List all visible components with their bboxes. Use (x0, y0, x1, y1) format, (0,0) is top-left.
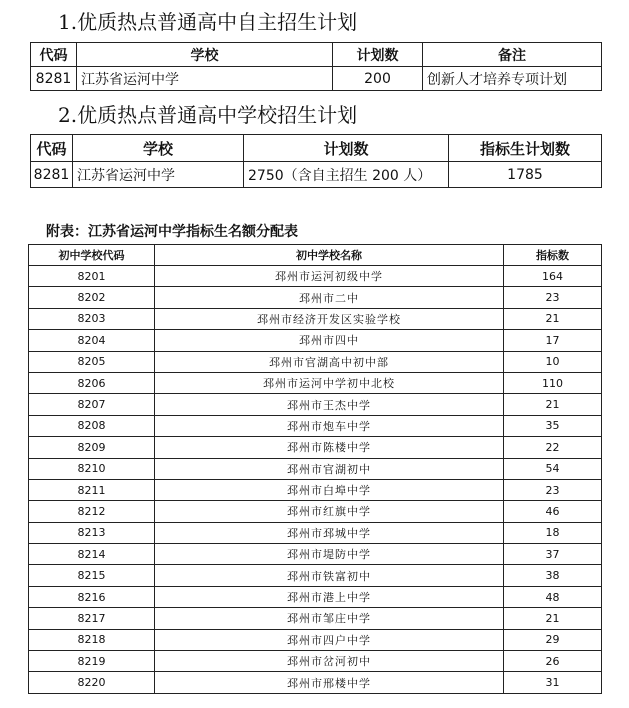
code-cell: 8281 (31, 162, 73, 188)
junior-code-cell: 8216 (29, 586, 155, 607)
quota-cell: 46 (504, 501, 602, 522)
table-row (29, 501, 602, 522)
table-row (29, 266, 602, 287)
quota-cell: 48 (504, 586, 602, 607)
junior-code-cell: 8206 (29, 372, 155, 393)
junior-name-cell: 邳州市二中 (155, 287, 504, 308)
quota-cell: 37 (504, 544, 602, 565)
recruitment-plan-table (30, 134, 602, 188)
junior-name-cell: 邳州市港上中学 (155, 586, 504, 607)
header-school: 学校 (73, 135, 244, 162)
header-plan: 计划数 (333, 43, 423, 67)
section2-title: 2.优质热点普通高中学校招生计划 (58, 103, 358, 127)
junior-name-cell: 邳州市邢楼中学 (155, 672, 504, 693)
junior-name-cell: 邳州市白埠中学 (155, 479, 504, 500)
quota-cell: 35 (504, 415, 602, 436)
quota-cell: 21 (504, 394, 602, 415)
junior-code-cell: 8208 (29, 415, 155, 436)
header-school: 学校 (77, 43, 333, 67)
quota-table-body (29, 266, 602, 694)
header-junior-name: 初中学校名称 (155, 245, 504, 266)
appendix-title: 附表：江苏省运河中学指标生名额分配表 (46, 224, 298, 240)
header-plan: 计划数 (244, 135, 449, 162)
table-row (29, 458, 602, 479)
quota-cell: 18 (504, 522, 602, 543)
junior-code-cell: 8210 (29, 458, 155, 479)
table-row (29, 394, 602, 415)
quota-cell: 22 (504, 437, 602, 458)
junior-code-cell: 8220 (29, 672, 155, 693)
junior-name-cell: 邳州市炮车中学 (155, 415, 504, 436)
header-note: 备注 (423, 43, 602, 67)
quota-cell: 23 (504, 287, 602, 308)
header-code: 代码 (31, 43, 77, 67)
table-row (29, 651, 602, 672)
table-row (29, 522, 602, 543)
junior-code-cell: 8202 (29, 287, 155, 308)
admission-plan-table (30, 42, 602, 91)
header-code: 代码 (31, 135, 73, 162)
code-cell: 8281 (31, 67, 77, 91)
junior-code-cell: 8217 (29, 608, 155, 629)
junior-code-cell: 8213 (29, 522, 155, 543)
table-row (29, 672, 602, 693)
header-quota: 指标数 (504, 245, 602, 266)
school-cell: 江苏省运河中学 (77, 67, 333, 91)
junior-code-cell: 8214 (29, 544, 155, 565)
junior-name-cell: 邳州市经济开发区实验学校 (155, 308, 504, 329)
table-row (29, 565, 602, 586)
junior-name-cell: 邳州市邹庄中学 (155, 608, 504, 629)
table-row (31, 162, 602, 188)
junior-name-cell: 邳州市陈楼中学 (155, 437, 504, 458)
table-header-row (31, 135, 602, 162)
quota-cell: 38 (504, 565, 602, 586)
junior-name-cell: 邳州市堤防中学 (155, 544, 504, 565)
junior-code-cell: 8218 (29, 629, 155, 650)
table-row (29, 308, 602, 329)
table-header-row (29, 245, 602, 266)
junior-name-cell: 邳州市红旗中学 (155, 501, 504, 522)
junior-name-cell: 邳州市运河中学初中北校 (155, 372, 504, 393)
junior-name-cell: 邳州市铁富初中 (155, 565, 504, 586)
junior-name-cell: 邳州市王杰中学 (155, 394, 504, 415)
quota-cell: 29 (504, 629, 602, 650)
junior-code-cell: 8215 (29, 565, 155, 586)
junior-code-cell: 8219 (29, 651, 155, 672)
school-cell: 江苏省运河中学 (73, 162, 244, 188)
quota-cell: 10 (504, 351, 602, 372)
table-row (31, 67, 602, 91)
junior-name-cell: 邳州市岔河初中 (155, 651, 504, 672)
junior-code-cell: 8204 (29, 330, 155, 351)
plan-cell: 200 (333, 67, 423, 91)
junior-name-cell: 邳州市官湖高中初中部 (155, 351, 504, 372)
quota-cell: 21 (504, 308, 602, 329)
junior-name-cell: 邳州市运河初级中学 (155, 266, 504, 287)
quota-allocation-table (28, 244, 602, 694)
quota-cell: 31 (504, 672, 602, 693)
junior-code-cell: 8211 (29, 479, 155, 500)
table-row (29, 437, 602, 458)
table-row (29, 351, 602, 372)
table-row (29, 608, 602, 629)
quota-cell: 110 (504, 372, 602, 393)
quota-cell: 21 (504, 608, 602, 629)
header-quota: 指标生计划数 (449, 135, 602, 162)
quota-cell: 54 (504, 458, 602, 479)
header-junior-code: 初中学校代码 (29, 245, 155, 266)
junior-code-cell: 8203 (29, 308, 155, 329)
table-row (29, 415, 602, 436)
junior-code-cell: 8207 (29, 394, 155, 415)
junior-code-cell: 8209 (29, 437, 155, 458)
quota-cell: 26 (504, 651, 602, 672)
note-cell: 创新人才培养专项计划 (423, 67, 602, 91)
table-row (29, 287, 602, 308)
junior-name-cell: 邳州市四户中学 (155, 629, 504, 650)
table-row (29, 586, 602, 607)
quota-cell: 164 (504, 266, 602, 287)
table-row (29, 330, 602, 351)
junior-name-cell: 邳州市官湖初中 (155, 458, 504, 479)
junior-code-cell: 8201 (29, 266, 155, 287)
junior-code-cell: 8205 (29, 351, 155, 372)
plan-cell: 2750（含自主招生 200 人） (244, 162, 449, 188)
table-row (29, 479, 602, 500)
table-header-row (31, 43, 602, 67)
table-row (29, 372, 602, 393)
quota-cell: 1785 (449, 162, 602, 188)
junior-name-cell: 邳州市邳城中学 (155, 522, 504, 543)
quota-cell: 23 (504, 479, 602, 500)
table-row (29, 544, 602, 565)
junior-code-cell: 8212 (29, 501, 155, 522)
quota-cell: 17 (504, 330, 602, 351)
table-row (29, 629, 602, 650)
section1-title: 1.优质热点普通高中自主招生计划 (58, 10, 358, 34)
junior-name-cell: 邳州市四中 (155, 330, 504, 351)
